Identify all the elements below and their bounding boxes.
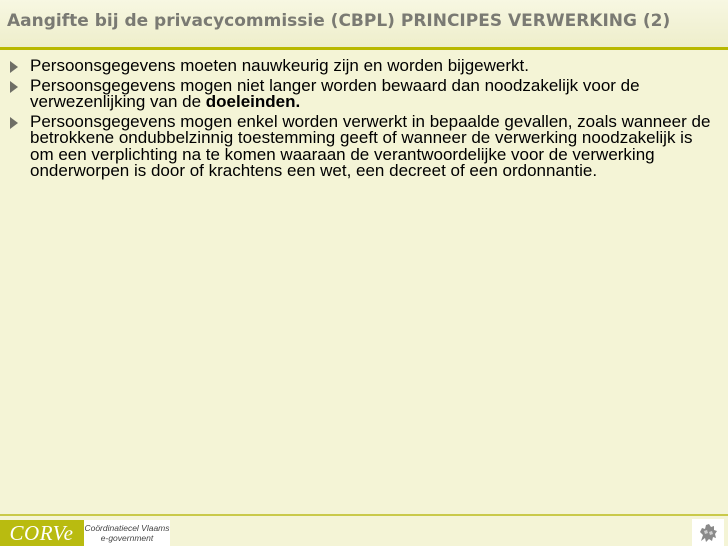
org-name [83, 520, 170, 546]
org-name-line2: e-government [100, 533, 154, 543]
triangle-right-icon [10, 81, 18, 93]
org-name-line1: Coördinatiecel Vlaams [84, 523, 170, 533]
slide-title: Aangifte bij de privacycommissie (CBPL) PRINCIPES VERWERKING (2) [7, 11, 671, 31]
bullet-list [8, 58, 720, 183]
title-bar [0, 0, 728, 47]
corve-logo [0, 520, 83, 546]
bullet-text: Persoonsgegevens mogen niet langer worden bewaard dan noodzakelijk voor de verwezenlijking van de [30, 75, 640, 111]
bullet-text: Persoonsgegevens mogen enkel worden verwerkt in bepaalde gevallen, zoals wanneer de betrokkene ondubbelzinnig toestemming geeft of wanneer de verwerking noodzakelijk is om een verplichting na te komen waaraan de verantwoordelijke voor de verwerking onderworpen is door of krachtens een wet, een decreet of een ordonnantie. [30, 111, 711, 180]
bullet-item [8, 111, 720, 180]
title-divider [0, 47, 728, 50]
bullet-bold-text: doeleinden. [205, 92, 301, 111]
flemish-lion-crest-icon [692, 519, 724, 546]
triangle-right-icon [10, 61, 18, 73]
triangle-right-icon [10, 117, 18, 129]
bullet-item [8, 75, 720, 111]
logo-text: CORVe [9, 520, 74, 545]
bullet-text: Persoonsgegevens moeten nauwkeurig zijn en worden bijgewerkt. [30, 56, 529, 75]
bullet-item [8, 58, 720, 75]
